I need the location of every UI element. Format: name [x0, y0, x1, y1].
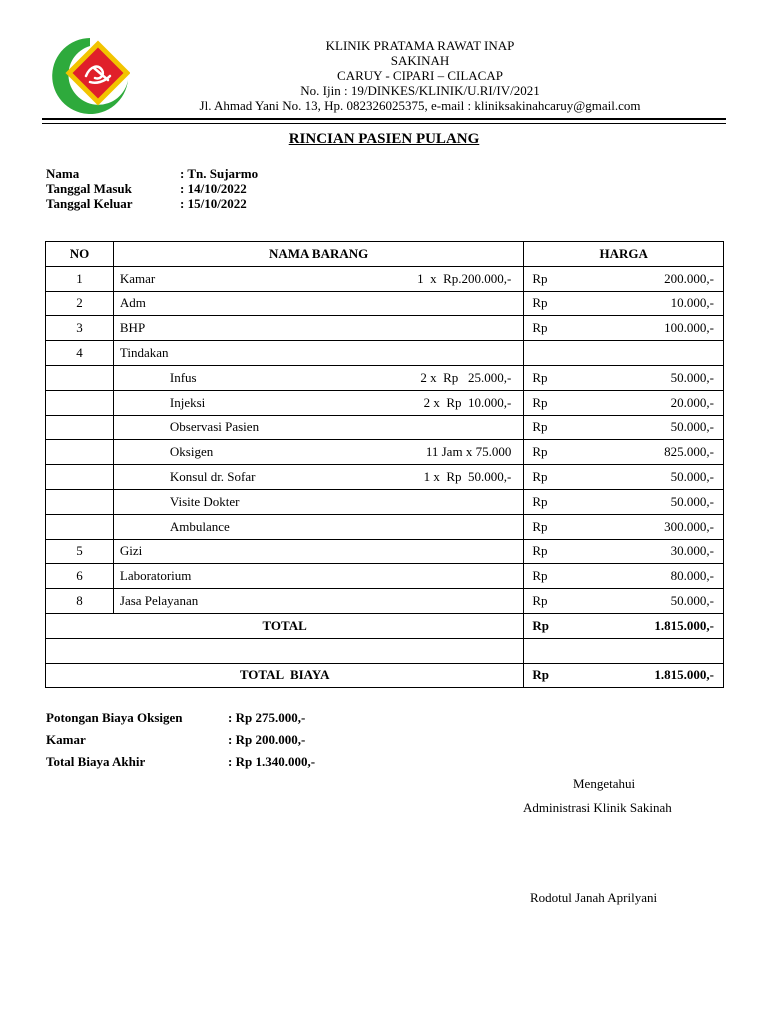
row-item-name: Adm [119, 295, 146, 311]
patient-info-discharge [46, 196, 247, 211]
row-price-wrap [528, 567, 719, 585]
row-amount: 100.000,- [664, 320, 714, 336]
table-row [46, 514, 724, 539]
row-price-cell [524, 440, 724, 465]
row-item-cell [113, 291, 523, 316]
row-number [46, 465, 114, 490]
row-item-cell [113, 415, 523, 440]
row-item-wrap [118, 369, 519, 387]
row-item-name: Laboratorium [119, 568, 192, 584]
summary-label: Potongan Biaya Oksigen [46, 710, 183, 725]
row-price-wrap [528, 319, 719, 337]
row-item-wrap [118, 443, 519, 461]
patient-value: : Tn. Sujarmo [180, 166, 259, 181]
total-biaya-row [46, 663, 724, 688]
row-currency: Rp [532, 320, 548, 336]
row-number: 1 [46, 266, 114, 291]
row-currency: Rp [532, 568, 548, 584]
row-item-quantity: 1 x Rp.200.000,- [417, 270, 512, 286]
summary-total-akhir [46, 754, 315, 769]
summary-value: : Rp 275.000,- [228, 710, 306, 725]
row-item-name: Injeksi [169, 394, 206, 410]
row-item-name: Konsul dr. Sofar [169, 469, 256, 485]
row-price-cell [524, 341, 724, 366]
header-harga: HARGA [524, 242, 724, 267]
row-number: 3 [46, 316, 114, 341]
summary-value: : Rp 1.340.000,- [228, 754, 316, 769]
row-item-name: Visite Dokter [169, 493, 240, 509]
row-price-cell [524, 291, 724, 316]
summary-kamar [46, 732, 305, 747]
table-row [46, 589, 724, 614]
row-price-cell [524, 539, 724, 564]
header-rule-thin [42, 123, 726, 124]
empty-row [46, 638, 724, 663]
table-row [46, 266, 724, 291]
row-item-cell [113, 489, 523, 514]
total-biaya-currency: Rp [532, 667, 549, 683]
row-item-name: BHP [119, 320, 146, 336]
row-price-cell [524, 589, 724, 614]
total-biaya-amount: 1.815.000,- [654, 667, 714, 683]
row-item-cell [113, 390, 523, 415]
row-item-wrap [118, 493, 519, 511]
row-price-wrap [528, 443, 719, 461]
row-item-name: Tindakan [119, 345, 169, 361]
signature-role: Administrasi Klinik Sakinah [523, 800, 672, 815]
row-item-wrap [118, 294, 519, 312]
row-currency: Rp [532, 493, 548, 509]
row-amount: 30.000,- [670, 543, 714, 559]
document-title: RINCIAN PASIEN PULANG [288, 131, 480, 147]
row-item-wrap [118, 319, 519, 337]
row-item-cell [113, 341, 523, 366]
summary-label: Total Biaya Akhir [46, 754, 146, 769]
row-number: 5 [46, 539, 114, 564]
table-row [46, 465, 724, 490]
row-item-wrap [118, 394, 519, 412]
row-item-wrap [118, 518, 519, 536]
row-item-cell [113, 365, 523, 390]
row-number [46, 514, 114, 539]
patient-value: : 15/10/2022 [180, 196, 247, 211]
row-price-wrap [528, 369, 719, 387]
row-number [46, 440, 114, 465]
row-currency: Rp [532, 469, 548, 485]
row-price-cell [524, 564, 724, 589]
row-amount: 300.000,- [664, 518, 714, 534]
total-biaya-label: TOTAL BIAYA [46, 663, 524, 688]
row-amount: 10.000,- [670, 295, 714, 311]
row-price-cell [524, 514, 724, 539]
empty-cell [524, 638, 724, 663]
empty-cell [46, 638, 524, 663]
clinic-logo [50, 36, 130, 116]
patient-info-admission [46, 181, 247, 196]
row-item-cell [113, 514, 523, 539]
row-number [46, 415, 114, 440]
row-item-cell [113, 316, 523, 341]
table-row [46, 440, 724, 465]
patient-label: Tanggal Keluar [46, 196, 133, 211]
header-nama-barang: NAMA BARANG [113, 242, 523, 267]
row-amount: 200.000,- [664, 270, 714, 286]
row-price-wrap [528, 270, 719, 288]
row-item-wrap [118, 418, 519, 436]
row-price-cell [524, 316, 724, 341]
row-currency: Rp [532, 270, 548, 286]
total-price-cell [524, 613, 724, 638]
row-price-wrap [528, 493, 719, 511]
row-item-cell [113, 266, 523, 291]
row-price-wrap [528, 468, 719, 486]
clinic-address: Jl. Ahmad Yani No. 13, Hp. 082326025375, e-mail : kliniksakinahcaruy@gmail.com [199, 98, 641, 113]
patient-value: : 14/10/2022 [180, 181, 247, 196]
row-item-name: Gizi [119, 543, 143, 559]
row-item-name: Oksigen [169, 444, 214, 460]
row-item-name: Ambulance [169, 518, 230, 534]
row-price-wrap [528, 418, 719, 436]
row-price-wrap [528, 592, 719, 610]
table-row [46, 341, 724, 366]
row-item-quantity: 11 Jam x 75.000 [425, 444, 512, 460]
row-item-wrap [118, 567, 519, 585]
row-price-cell [524, 266, 724, 291]
total-currency: Rp [532, 617, 549, 633]
row-item-quantity: 2 x Rp 25.000,- [420, 369, 512, 385]
total-amount: 1.815.000,- [654, 617, 714, 633]
row-price-cell [524, 415, 724, 440]
header-no: NO [46, 242, 114, 267]
row-price-wrap [528, 394, 719, 412]
row-currency: Rp [532, 295, 548, 311]
row-price-wrap [528, 344, 719, 362]
row-item-cell [113, 465, 523, 490]
table-row [46, 365, 724, 390]
total-row [46, 613, 724, 638]
row-item-cell [113, 589, 523, 614]
patient-label: Nama [46, 166, 80, 181]
row-currency: Rp [532, 419, 548, 435]
clinic-license: No. Ijin : 19/DINKES/KLINIK/U.RI/IV/2021 [300, 83, 540, 98]
table-row [46, 316, 724, 341]
total-biaya-price-wrap [528, 666, 719, 684]
clinic-location: CARUY - CIPARI – CILACAP [337, 68, 503, 83]
row-currency: Rp [532, 518, 548, 534]
row-number [46, 489, 114, 514]
row-item-cell [113, 564, 523, 589]
row-number [46, 390, 114, 415]
row-number [46, 365, 114, 390]
summary-potongan [46, 710, 305, 725]
total-price-wrap [528, 617, 719, 635]
row-number: 6 [46, 564, 114, 589]
billing-table [45, 241, 724, 688]
summary-label: Kamar [46, 732, 86, 747]
row-item-name: Kamar [119, 270, 156, 286]
patient-label: Tanggal Masuk [46, 181, 132, 196]
signature-name: Rodotul Janah Aprilyani [530, 890, 658, 905]
table-header-row [46, 242, 724, 267]
table-row [46, 291, 724, 316]
row-currency: Rp [532, 369, 548, 385]
row-price-cell [524, 390, 724, 415]
row-currency: Rp [532, 444, 548, 460]
row-currency: Rp [532, 593, 548, 609]
row-item-cell [113, 539, 523, 564]
clinic-subname: SAKINAH [390, 53, 450, 68]
row-item-wrap [118, 592, 519, 610]
patient-info-name [46, 166, 258, 181]
signature-acknowledged: Mengetahui [573, 776, 636, 791]
row-price-cell [524, 465, 724, 490]
row-item-name: Infus [169, 369, 197, 385]
row-item-cell [113, 440, 523, 465]
row-amount: 50.000,- [670, 493, 714, 509]
row-item-name: Observasi Pasien [169, 419, 260, 435]
summary-value: : Rp 200.000,- [228, 732, 306, 747]
table-row [46, 489, 724, 514]
table-row [46, 415, 724, 440]
row-amount: 825.000,- [664, 444, 714, 460]
row-price-cell [524, 365, 724, 390]
clinic-name: KLINIK PRATAMA RAWAT INAP [325, 38, 515, 53]
header-rule-thick [42, 118, 726, 120]
row-item-quantity: 1 x Rp 50.000,- [423, 469, 512, 485]
row-amount: 50.000,- [670, 469, 714, 485]
row-item-quantity: 2 x Rp 10.000,- [423, 394, 512, 410]
row-number: 4 [46, 341, 114, 366]
row-amount: 50.000,- [670, 593, 714, 609]
row-amount: 20.000,- [670, 394, 714, 410]
row-item-wrap [118, 542, 519, 560]
row-item-name: Jasa Pelayanan [119, 593, 199, 609]
row-amount: 80.000,- [670, 568, 714, 584]
table-row [46, 539, 724, 564]
row-price-wrap [528, 294, 719, 312]
table-row [46, 564, 724, 589]
row-item-wrap [118, 344, 519, 362]
row-price-wrap [528, 518, 719, 536]
row-price-wrap [528, 542, 719, 560]
row-amount: 50.000,- [670, 369, 714, 385]
total-label: TOTAL [46, 613, 524, 638]
row-number: 8 [46, 589, 114, 614]
table-row [46, 390, 724, 415]
row-amount: 50.000,- [670, 419, 714, 435]
total-biaya-price-cell [524, 663, 724, 688]
row-item-wrap [118, 270, 519, 288]
row-price-cell [524, 489, 724, 514]
row-number: 2 [46, 291, 114, 316]
row-currency: Rp [532, 394, 548, 410]
row-currency: Rp [532, 543, 548, 559]
row-item-wrap [118, 468, 519, 486]
